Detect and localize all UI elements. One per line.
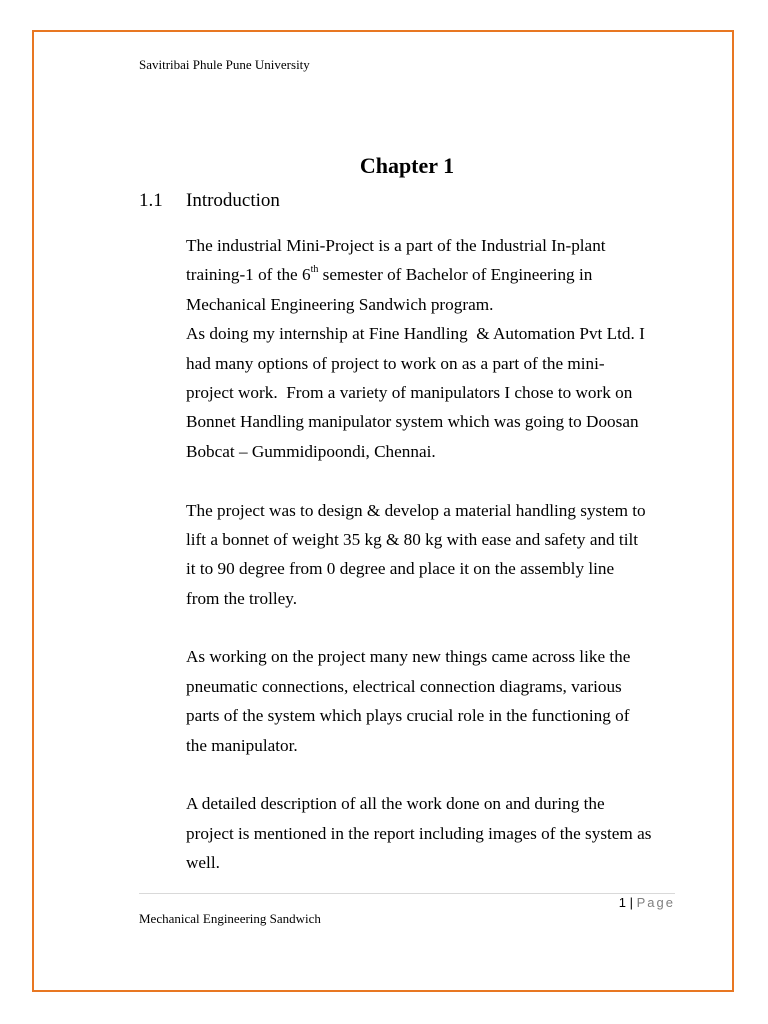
paragraph-line: A detailed description of all the work done on and during the (186, 794, 605, 814)
footer-divider (139, 893, 675, 894)
paragraph-line: The industrial Mini-Project is a part of the Industrial In-plant (186, 236, 606, 255)
paragraph-line: it to 90 degree from 0 degree and place it on the assembly line (186, 559, 615, 579)
page-number-separator: | (629, 895, 633, 910)
paragraph-line: Bobcat – Gummidipoondi, Chennai. (186, 441, 436, 461)
paragraph-line: Mechanical Engineering Sandwich program. (186, 294, 494, 314)
paragraph-line: well. (186, 853, 220, 873)
paragraph-line: Bonnet Handling manipulator system which was going to Doosan (186, 412, 639, 432)
paragraph-line: had many options of project to work on as a part of the mini- (186, 353, 605, 373)
section-title: Introduction (186, 190, 280, 211)
chapter-title: Chapter 1 (359, 153, 455, 178)
paragraph-line: As working on the project many new things came across like the (186, 647, 631, 667)
paragraph-line: The project was to design & develop a material handling system to (186, 500, 646, 520)
paragraph-line: project work. From a variety of manipulators I chose to work on (186, 382, 633, 402)
paragraph-line: pneumatic connections, electrical connection diagrams, various (186, 676, 622, 696)
paragraph-line: the manipulator. (186, 735, 298, 755)
paragraph-line: parts of the system which plays crucial role in the functioning of (186, 706, 630, 726)
paragraph-line: project is mentioned in the report including images of the system as (186, 823, 652, 843)
page-footer: Mechanical Engineering Sandwich (139, 911, 321, 926)
paragraph-line: from the trolley. (186, 588, 298, 608)
page-number-value: 1 (618, 895, 626, 910)
page-label: Page (636, 895, 675, 910)
section-number: 1.1 (139, 190, 163, 211)
paragraph-line: training-1 of the 6th semester of Bachelor of Engineering in (186, 264, 593, 285)
ordinal-superscript: th (310, 264, 319, 276)
paragraph-line: As doing my internship at Fine Handling & Automation Pvt Ltd. I (186, 324, 645, 344)
body-text (186, 231, 686, 878)
paragraph-line: lift a bonnet of weight 35 kg & 80 kg with ease and safety and tilt (186, 529, 639, 549)
page-number (619, 895, 675, 910)
page-header: Savitribai Phule Pune University (139, 57, 310, 72)
